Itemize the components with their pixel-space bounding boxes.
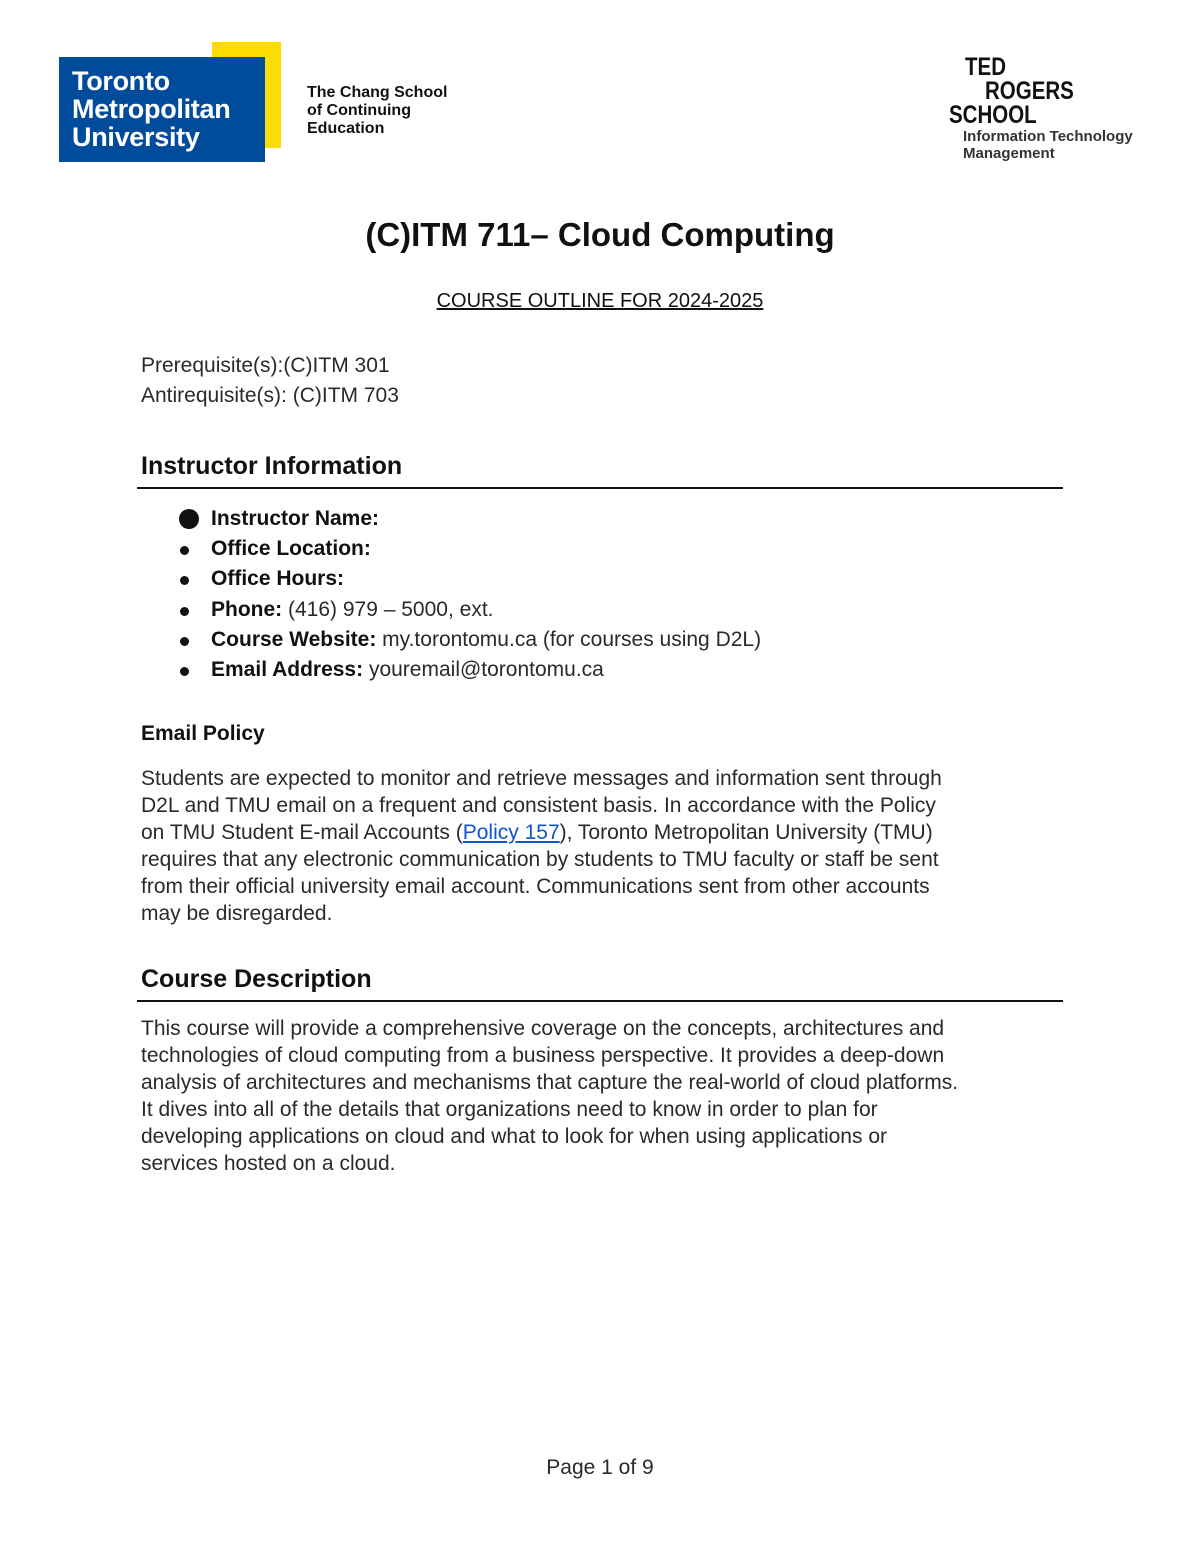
- list-item: [180, 656, 761, 686]
- bullet-icon: [180, 607, 189, 616]
- chang-school-logo: [307, 84, 447, 138]
- paragraph-line: analysis of architectures and mechanisms that capture the real-world of cloud platforms.: [141, 1071, 959, 1094]
- tmu-logo: [59, 42, 281, 162]
- item-label: Instructor Name:: [211, 507, 380, 530]
- section-divider: [137, 1000, 1063, 1002]
- course-outline-title: COURSE OUTLINE FOR 2024-2025: [436, 290, 764, 312]
- tmu-logo-line: Metropolitan: [72, 94, 231, 124]
- list-item: [180, 626, 761, 656]
- item-label: Phone:: [211, 597, 283, 621]
- paragraph-line: It dives into all of the details that organizations need to know in order to plan for: [141, 1098, 878, 1121]
- bullet-icon: [180, 667, 189, 676]
- list-item: [180, 565, 761, 595]
- bullet-icon: [180, 576, 189, 585]
- tmu-logo-line: Toronto: [72, 66, 170, 96]
- paragraph-line: [141, 819, 942, 846]
- tmu-logo-line: University: [72, 122, 200, 152]
- item-label: Office Location:: [211, 537, 371, 561]
- paragraph-line: developing applications on cloud and what to look for when using applications or: [141, 1125, 887, 1148]
- trs-logo-subtitle: Management: [963, 145, 1055, 162]
- paragraph-line: This course will provide a comprehensive coverage on the concepts, architectures and: [141, 1017, 945, 1040]
- item-value: youremail@torontomu.ca: [363, 657, 604, 681]
- email-policy-heading: Email Policy: [141, 722, 265, 745]
- ted-rogers-school-logo: [948, 54, 1148, 164]
- course-title: (C)ITM 711– Cloud Computing: [365, 216, 835, 253]
- section-divider: [137, 487, 1063, 489]
- list-item: [180, 505, 761, 535]
- list-item: [180, 535, 761, 565]
- course-description-paragraph: [141, 1015, 958, 1177]
- policy-157-link[interactable]: Policy 157: [462, 821, 560, 844]
- text-segment: ), Toronto Metropolitan University (TMU): [559, 821, 933, 844]
- trs-logo-subtitle: Information Technology: [963, 128, 1133, 145]
- paragraph-line: technologies of cloud computing from a business perspective. It provides a deep-down: [141, 1044, 945, 1067]
- chang-logo-line: Education: [307, 120, 385, 137]
- item-value: my.torontomu.ca (for courses using D2L): [376, 627, 762, 651]
- course-description-heading: Course Description: [141, 965, 372, 993]
- bullet-icon: [180, 637, 189, 646]
- list-item: [180, 596, 761, 626]
- antirequisites: Antirequisite(s): (C)ITM 703: [141, 384, 399, 407]
- trs-logo-word: TED: [965, 53, 1006, 81]
- prerequisites: Prerequisite(s):(C)ITM 301: [141, 354, 390, 377]
- chang-logo-line: of Continuing: [307, 102, 411, 119]
- trs-logo-word: SCHOOL: [949, 101, 1037, 129]
- paragraph-line: may be disregarded.: [141, 902, 333, 925]
- item-value: (416) 979 – 5000, ext.: [282, 597, 494, 621]
- text-segment: on TMU Student E-mail Accounts (: [141, 821, 463, 844]
- paragraph-line: D2L and TMU email on a frequent and consistent basis. In accordance with the Policy: [141, 794, 936, 817]
- item-label: Email Address:: [211, 657, 364, 681]
- email-policy-paragraph: [141, 765, 942, 927]
- paragraph-line: Students are expected to monitor and retrieve messages and information sent through: [141, 767, 942, 790]
- instructor-information-heading: Instructor Information: [141, 452, 403, 480]
- item-label: Course Website:: [211, 627, 377, 651]
- instructor-info-list: [180, 505, 761, 686]
- paragraph-line: services hosted on a cloud.: [141, 1152, 396, 1175]
- paragraph-line: requires that any electronic communication by students to TMU faculty or staff be sent: [141, 848, 939, 871]
- chang-logo-line: The Chang School: [307, 84, 448, 101]
- bullet-icon: [180, 546, 189, 555]
- paragraph-line: from their official university email account. Communications sent from other accounts: [141, 875, 930, 898]
- trs-logo-word: ROGERS: [985, 77, 1074, 105]
- tmu-logo-blue-block: [59, 57, 265, 162]
- item-label: Office Hours:: [211, 567, 345, 591]
- bullet-icon: [179, 509, 199, 529]
- page-number: Page 1 of 9: [546, 1456, 654, 1479]
